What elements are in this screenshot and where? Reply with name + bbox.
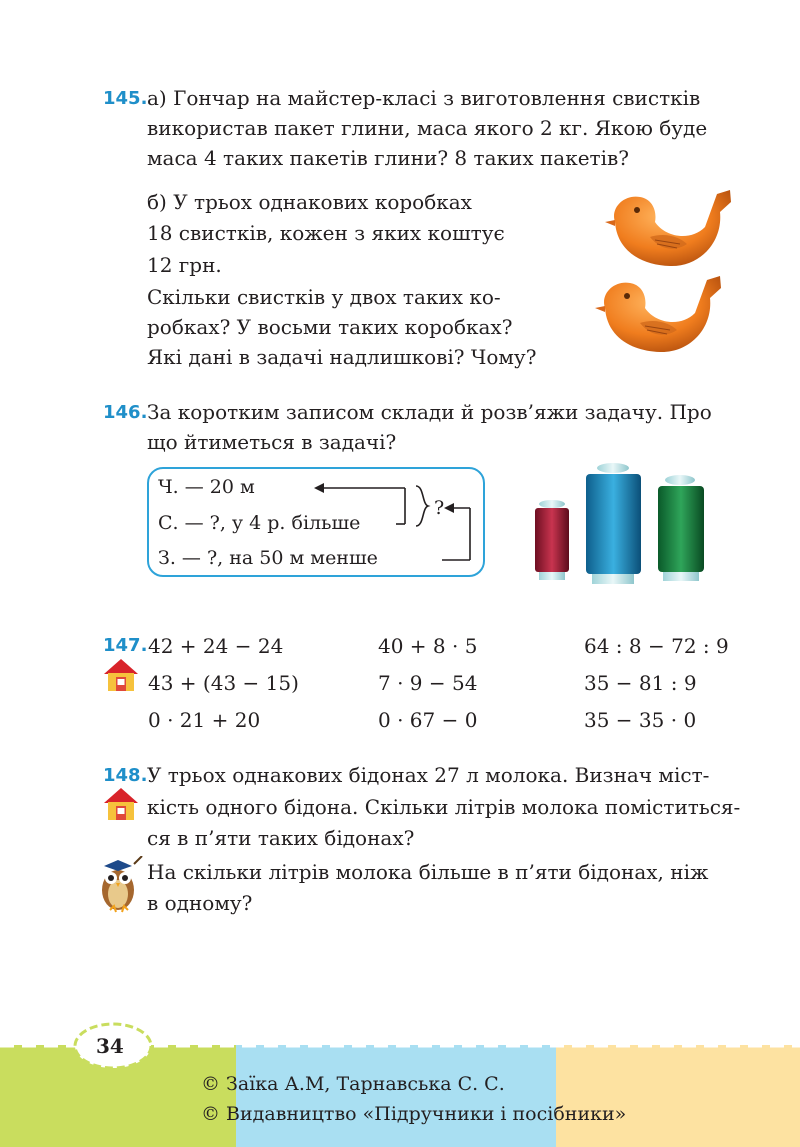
ex148-extra-line: На скільки літрів молока більше в п’яти бідонах, ніж <box>147 860 709 884</box>
footer-blue-block <box>236 1045 556 1147</box>
whistle-bird-icon <box>605 182 745 277</box>
house-icon <box>102 786 140 822</box>
copyright-publisher: © Видавництво «Підручники і посібники» <box>201 1103 627 1125</box>
expr-col1-row1: 42 + 24 − 24 <box>148 634 284 658</box>
exercise-number-147: 147. <box>103 635 148 656</box>
expr-col2-row1: 40 + 8 · 5 <box>378 634 478 658</box>
expr-col3-row1: 64 : 8 − 72 : 9 <box>584 634 729 658</box>
thread-spool-icon <box>528 460 728 590</box>
ex148-extra-line: в одному? <box>147 891 253 915</box>
note-line-s: С. — ?, у 4 р. більше <box>158 512 361 534</box>
note-arrows <box>300 478 480 568</box>
house-icon <box>102 657 140 693</box>
ex148-line: ся в п’яти таких бідонах? <box>147 826 415 850</box>
expr-col1-row2: 43 + (43 − 15) <box>148 671 299 695</box>
ex145-b-line: б) У трьох однакових коробках <box>147 190 472 214</box>
ex146-line: За коротким записом склади й розв’яжи задачу. Про <box>147 400 712 424</box>
ex145-b-line: 12 грн. <box>147 253 222 277</box>
note-line-z: З. — ?, на 50 м менше <box>158 547 378 569</box>
ex148-line: кість одного бідона. Скільки літрів молока поміститься- <box>147 795 741 819</box>
ex145-b-line: робках? У восьми таких коробках? <box>147 315 513 339</box>
expr-col1-row3: 0 · 21 + 20 <box>148 708 261 732</box>
ex145-a-line: маса 4 таких пакетів глини? 8 таких пакетів? <box>147 146 629 170</box>
note-question: ? <box>434 497 445 519</box>
exercise-number-148: 148. <box>103 765 148 786</box>
ex145-b-line: Які дані в задачі надлишкові? Чому? <box>147 345 537 369</box>
note-line-ch: Ч. — 20 м <box>158 476 255 498</box>
expr-col3-row3: 35 − 35 · 0 <box>584 708 697 732</box>
ex146-line: що йтиметься в задачі? <box>147 430 397 454</box>
expr-col2-row2: 7 · 9 − 54 <box>378 671 478 695</box>
expr-col3-row2: 35 − 81 : 9 <box>584 671 697 695</box>
expr-col2-row3: 0 · 67 − 0 <box>378 708 478 732</box>
ex145-b-line: 18 свистків, кожен з яких коштує <box>147 221 505 245</box>
exercise-number-146: 146. <box>103 402 148 423</box>
ex145-a-line: а) Гончар на майстер-класі з виготовлення свистків <box>147 86 701 110</box>
whistle-bird-icon <box>595 268 735 363</box>
ex145-a-line: використав пакет глини, маса якого 2 кг. Якою буде <box>147 116 708 140</box>
owl-teacher-icon <box>96 856 144 914</box>
ex148-line: У трьох однакових бідонах 27 л молока. Визнач міст- <box>147 763 710 787</box>
page-number: 34 <box>96 1034 124 1058</box>
exercise-number-145: 145. <box>103 88 148 109</box>
ex145-b-line: Скільки свистків у двох таких ко- <box>147 285 501 309</box>
footer-yellow-block <box>556 1045 800 1147</box>
copyright-authors: © Заїка А.М, Тарнавська С. С. <box>201 1073 505 1095</box>
